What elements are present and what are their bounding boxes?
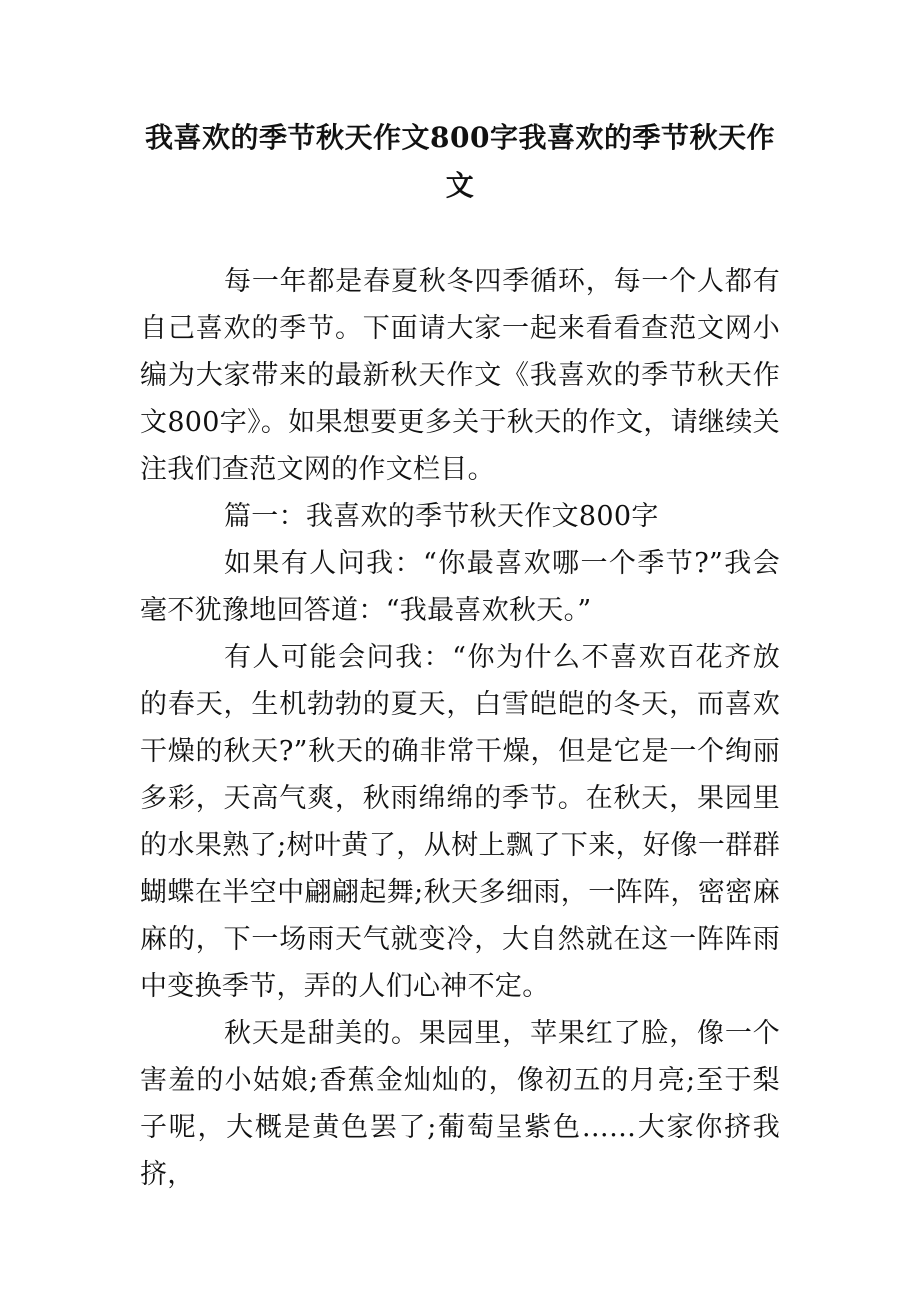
document-title: 我喜欢的季节秋天作文800字我喜欢的季节秋天作文 (145, 121, 775, 202)
body-paragraph: 秋天是甜美的。果园里，苹果红了脸，像一个害羞的小姑娘;香蕉金灿灿的，像初五的月亮;至于梨子呢，大概是黄色罢了;葡萄呈紫色……大家你挤我挤， (140, 1018, 780, 1190)
document-body (140, 258, 780, 1198)
intro-paragraph: 每一年都是春夏秋冬四季循环，每一个人都有自己喜欢的季节。下面请大家一起来看看查范文网小编为大家带来的最新秋天作文《我喜欢的季节秋天作文800字》。如果想要更多关于秋天的作文，请继续关注我们查范文网的作文栏目。 (140, 266, 780, 485)
section-heading: 篇一：我喜欢的季节秋天作文800字 (224, 501, 659, 532)
body-paragraph: 如果有人问我：“你最喜欢哪一个季节?”我会毫不犹豫地回答道：“我最喜欢秋天。” (140, 548, 780, 626)
body-paragraph: 有人可能会问我：“你为什么不喜欢百花齐放的春天，生机勃勃的夏天，白雪皑皑的冬天，而喜欢干燥的秋天?”秋天的确非常干燥，但是它是一个绚丽多彩，天高气爽，秋雨绵绵的季节。在秋天，果园里的水果熟了;树叶黄了，从树上飘了下来，好像一群群蝴蝶在半空中翩翩起舞;秋天多细雨，一阵阵，密密麻麻的，下一场雨天气就变冷，大自然就在这一阵阵雨中变换季节，弄的人们心神不定。 (140, 642, 780, 1002)
